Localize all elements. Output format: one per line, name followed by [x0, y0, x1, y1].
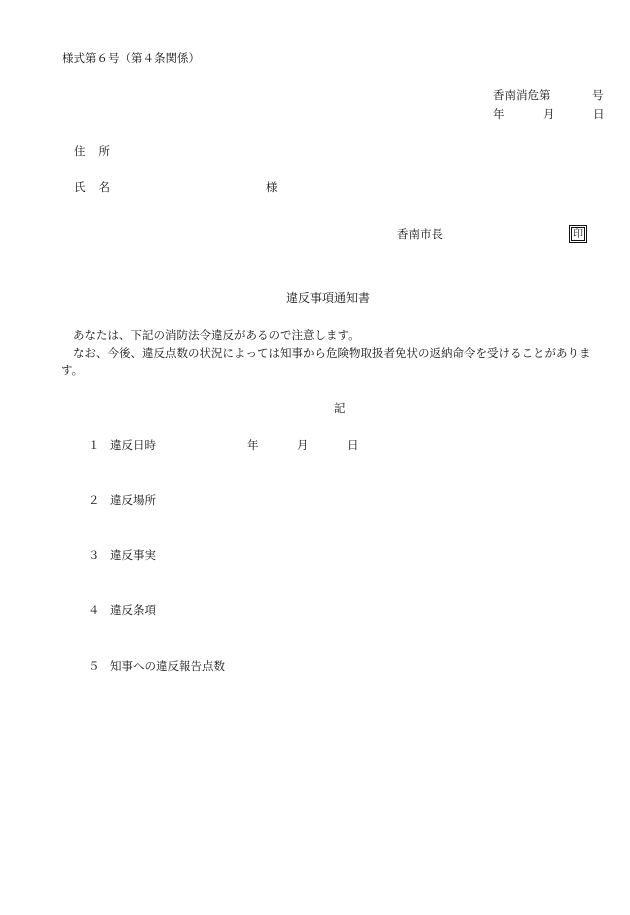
item-label: 違反事実 [110, 548, 156, 562]
item-number: ３ [88, 548, 100, 562]
address-label [74, 146, 110, 158]
sender-title: 香南市長 [397, 227, 443, 241]
violation-date-day: 日 [347, 438, 359, 452]
address-label-char-1: 住 [74, 144, 86, 158]
document-title: 違反事項通知書 [286, 291, 371, 305]
seal-stamp: 印 [573, 229, 583, 240]
item-label: 違反場所 [110, 493, 156, 507]
item-label: 違反日時 [110, 438, 156, 452]
item-number: ４ [88, 603, 100, 617]
issue-date-year: 年 [493, 107, 505, 121]
issue-date-day: 日 [593, 107, 605, 121]
reference-issuer: 香南消危第 [493, 88, 551, 102]
item-number: ２ [88, 493, 100, 507]
item-number: １ [88, 438, 100, 452]
violation-date-year: 年 [247, 438, 259, 452]
name-label [74, 182, 110, 194]
item-label: 違反条項 [110, 603, 156, 617]
body-paragraph-2: なお、今後、違反点数の状況によっては知事から危険物取扱者免状の返納命令を受けることがあります。 [61, 345, 591, 377]
honorific: 様 [266, 180, 278, 194]
name-label-char-1: 氏 [74, 180, 86, 194]
name-label-char-2: 名 [98, 180, 110, 194]
address-label-char-2: 所 [98, 144, 110, 158]
form-number: 様式第６号（第４条関係） [62, 51, 200, 65]
body-text [61, 327, 609, 380]
violation-date-month: 月 [297, 438, 309, 452]
reference-number-suffix: 号 [592, 88, 604, 102]
issue-date-month: 月 [543, 107, 555, 121]
body-paragraph-1: あなたは、下記の消防法令違反があるので注意します。 [73, 328, 360, 342]
item-label: 知事への違反報告点数 [110, 659, 225, 673]
ki-label: 記 [334, 401, 346, 415]
item-number: ５ [88, 659, 100, 673]
